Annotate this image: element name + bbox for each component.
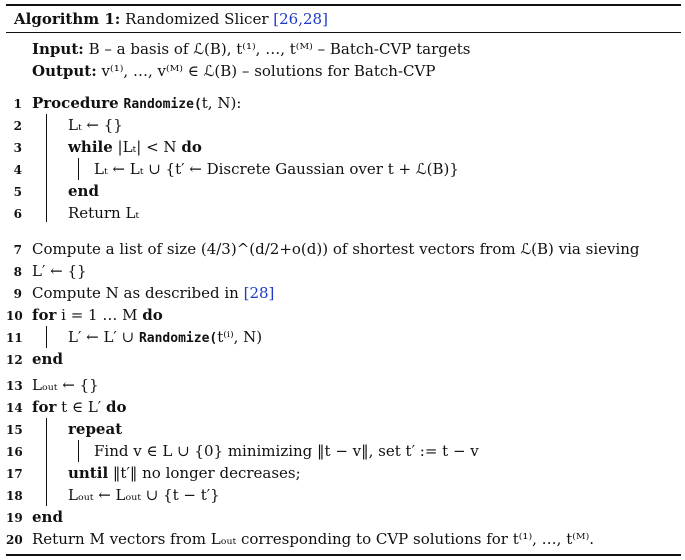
line-number: 18 bbox=[6, 489, 23, 503]
line-content: for t ∈ L′ do bbox=[32, 398, 127, 416]
bottom-rule bbox=[6, 554, 681, 556]
algorithm-line-13 bbox=[6, 376, 681, 398]
line-content: Lₒᵤₜ ← {} bbox=[32, 376, 99, 394]
line-number: 20 bbox=[6, 533, 23, 547]
algorithm-line-1 bbox=[6, 94, 681, 116]
caption-rule bbox=[6, 32, 681, 33]
algorithm-line-19 bbox=[6, 508, 681, 530]
line-content: for i = 1 … M do bbox=[32, 306, 163, 324]
line-number: 4 bbox=[13, 163, 22, 177]
line-content: Lₒᵤₜ ← Lₒᵤₜ ∪ {t − t′} bbox=[68, 486, 220, 504]
line-number: 9 bbox=[13, 287, 22, 301]
algorithm-line-9 bbox=[6, 284, 681, 306]
algorithm-title: Randomized Slicer bbox=[125, 10, 269, 28]
algorithm-line-12 bbox=[6, 350, 681, 372]
for-t-block-bar bbox=[46, 418, 47, 506]
algorithm-citation[interactable]: [26,28] bbox=[273, 10, 328, 28]
line-content: L′ ← L′ ∪ Randomize(t⁽ⁱ⁾, N) bbox=[68, 328, 263, 346]
line-number: 3 bbox=[13, 141, 22, 155]
line-content: Lₜ ← Lₜ ∪ {t′ ← Discrete Gaussian over t + ℒ(B)} bbox=[94, 160, 459, 178]
line-number: 16 bbox=[6, 445, 23, 459]
algorithm-caption bbox=[14, 10, 328, 28]
output-line bbox=[32, 62, 435, 80]
for-block-bar bbox=[46, 326, 47, 348]
line-content: Lₜ ← {} bbox=[68, 116, 123, 134]
line-content: end bbox=[32, 508, 63, 526]
input-line bbox=[32, 40, 471, 58]
algorithm-line-4 bbox=[6, 160, 681, 182]
line-content: Compute N as described in [28] bbox=[32, 284, 275, 302]
line-content: Return Lₜ bbox=[68, 204, 140, 222]
algorithm-line-10 bbox=[6, 306, 681, 328]
algorithm-line-5 bbox=[6, 182, 681, 204]
while-block-bar bbox=[78, 158, 79, 180]
line-content: Find v ∈ L ∪ {0} minimizing ‖t − v‖, set t′ := t − v bbox=[94, 442, 479, 460]
line-number: 8 bbox=[13, 265, 22, 279]
algorithm-line-3 bbox=[6, 138, 681, 160]
line-number: 15 bbox=[6, 423, 23, 437]
line-number: 12 bbox=[6, 353, 23, 367]
algorithm-line-6 bbox=[6, 204, 681, 226]
line-number: 14 bbox=[6, 401, 23, 415]
line-number: 17 bbox=[6, 467, 23, 481]
line-number: 11 bbox=[6, 331, 23, 345]
line-number: 7 bbox=[13, 243, 22, 257]
line-number: 10 bbox=[6, 309, 23, 323]
line-content: until ‖t′‖ no longer decreases; bbox=[68, 464, 301, 482]
algorithm-line-7 bbox=[6, 240, 681, 262]
line-content: while |Lₜ| < N do bbox=[68, 138, 202, 156]
line-content: end bbox=[32, 350, 63, 368]
line-number: 1 bbox=[13, 97, 22, 111]
algorithm-line-18 bbox=[6, 486, 681, 508]
line-content: Compute a list of size (4/3)^(d/2+o(d)) of shortest vectors from ℒ(B) via sieving bbox=[32, 240, 640, 258]
algorithm-line-8 bbox=[6, 262, 681, 284]
line-number: 13 bbox=[6, 379, 23, 393]
algorithm-line-17 bbox=[6, 464, 681, 486]
output-text: v⁽¹⁾, …, v⁽ᴹ⁾ ∈ ℒ(B) – solutions for Batch-CVP bbox=[101, 62, 436, 80]
citation-link[interactable]: [28] bbox=[243, 284, 275, 302]
top-rule bbox=[6, 4, 681, 6]
input-text: B – a basis of ℒ(B), t⁽¹⁾, …, t⁽ᴹ⁾ – Batch-CVP targets bbox=[88, 40, 471, 58]
procedure-block-bar bbox=[46, 114, 47, 222]
line-content: Procedure Randomize(t, N): bbox=[32, 94, 242, 112]
line-content: end bbox=[68, 182, 99, 200]
algorithm-line-16 bbox=[6, 442, 681, 464]
algorithm-label: Algorithm 1: bbox=[14, 10, 121, 28]
line-content: L′ ← {} bbox=[32, 262, 87, 280]
line-number: 5 bbox=[13, 185, 22, 199]
algorithm-line-11 bbox=[6, 328, 681, 350]
algorithm-line-2 bbox=[6, 116, 681, 138]
line-content: repeat bbox=[68, 420, 123, 438]
algorithm-line-14 bbox=[6, 398, 681, 420]
line-number: 6 bbox=[13, 207, 22, 221]
repeat-block-bar bbox=[78, 440, 79, 462]
algorithm-line-20 bbox=[6, 530, 681, 552]
algorithm-line-15 bbox=[6, 420, 681, 442]
input-label: Input: bbox=[32, 40, 84, 58]
line-content: Return M vectors from Lₒᵤₜ corresponding to CVP solutions for t⁽¹⁾, …, t⁽ᴹ⁾. bbox=[32, 530, 595, 548]
line-number: 2 bbox=[13, 119, 22, 133]
line-number: 19 bbox=[6, 511, 23, 525]
output-label: Output: bbox=[32, 62, 97, 80]
